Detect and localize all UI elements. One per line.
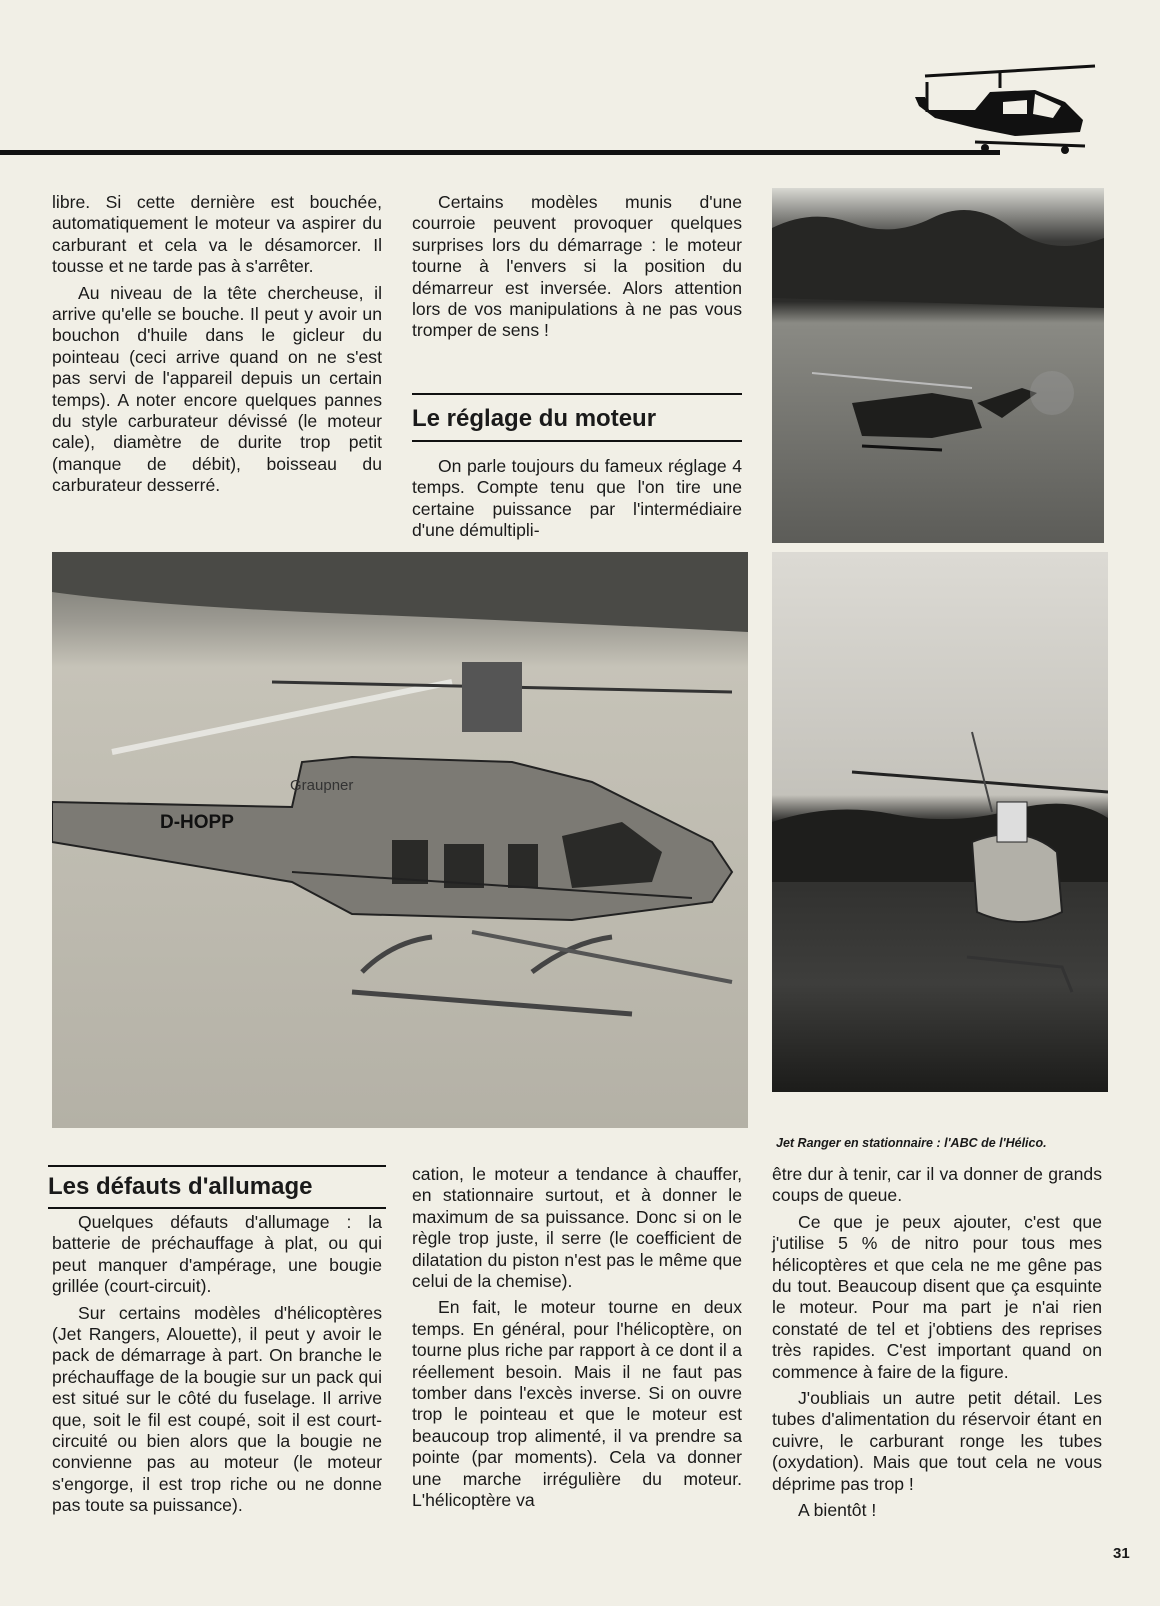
- photo-helicopter-ground: [52, 552, 748, 1128]
- photo-jet-ranger-hover: [772, 552, 1108, 1092]
- fuselage-marking-brand: Graupner: [290, 777, 354, 794]
- paragraph: Sur certains modèles d'hélicoptères (Jet Rangers, Alouette), il peut y avoir le pack de démarrage à part. On branche le préchauffage de la bougie sur un pack qui est situé sur le côté du fuselage. Il arrive que, soit le fil est coupé, soit il est court-circuité ou bien alors que la bougie ne convienne pas au moteur (le moteur s'engorge, il est trop riche ou ne donne pas toute sa puissance).: [52, 1302, 382, 1516]
- helicopter-logo-icon: [915, 62, 1115, 162]
- col2-bottom-text: [412, 1164, 742, 1517]
- heading-rule-bottom: [412, 440, 742, 442]
- header-rule: [0, 150, 1000, 155]
- heading-rule-top: [48, 1165, 386, 1167]
- paragraph: J'oubliais un autre petit détail. Les tubes d'alimentation du réservoir étant en cuivre, le carburant ronge les tubes (oxydation). Mais que tout cela ne vous déprime pas trop !: [772, 1388, 1102, 1494]
- paragraph: Ce que je peux ajouter, c'est que j'utilise 5 % de nitro pour tous mes hélicoptères et que cela ne me gêne pas du tout. Beaucoup disent que ça esquinte le moteur. Pour ma part je n'ai rien constaté de tel et j'obtiens des reprises très rapides. C'est important quand on commence à faire de la figure.: [772, 1211, 1102, 1382]
- col2-top-text: [412, 192, 742, 347]
- heading-rule-top: [412, 393, 742, 395]
- paragraph: Quelques défauts d'allumage : la batterie de préchauffage à plat, ou qui peut manquer d'ampérage, une bougie grillée (court-circuit).: [52, 1212, 382, 1297]
- photo-helicopter-flight: [772, 188, 1104, 543]
- paragraph: En fait, le moteur tourne en deux temps. En général, pour l'hélicoptère, on tourne plus riche par rapport à ce dont il a réellement besoin. Mais il ne faut pas tomber dans l'excès inverse. Si on ouvre trop le pointeau et que le moteur est beaucoup trop alimenté, il va prendre sa pointe (par moments). Cela va donner une marche irrégulière du moteur. L'hélicoptère va: [412, 1297, 742, 1511]
- col2-reglage-text: [412, 456, 742, 547]
- paragraph: Certains modèles munis d'une courroie peuvent provoquer quelques surprises lors du démarrage : le moteur tourne à l'envers si la position du démarreur est inversée. Alors attention lors de vos manipulations à ne pas vous tromper de sens !: [412, 192, 742, 341]
- heading-reglage: Le réglage du moteur: [412, 405, 657, 432]
- fuselage-marking-registration: D-HOPP: [160, 812, 234, 833]
- col1-top-text: [52, 192, 382, 502]
- col1-bottom-text: [52, 1212, 382, 1522]
- photo-caption: Jet Ranger en stationnaire : l'ABC de l'Hélico.: [776, 1136, 1047, 1150]
- paragraph: être dur à tenir, car il va donner de grands coups de queue.: [772, 1164, 1102, 1206]
- paragraph: On parle toujours du fameux réglage 4 temps. Compte tenu que l'on tire une certaine puissance par l'intermédiaire d'une démultipli-: [412, 456, 742, 541]
- paragraph: A bientôt !: [798, 1500, 877, 1521]
- paragraph: Au niveau de la tête chercheuse, il arrive qu'elle se bouche. Il peut y avoir un bouchon d'huile dans le gicleur du pointeau (ceci arrive quand on ne s'est pas servi de l'appareil depuis un certain temps). A noter encore quelques pannes du style carburateur dévissé (le moteur cale), diamètre de durite trop petit (manque de débit), boisseau du carburateur desserré.: [52, 282, 382, 496]
- paragraph: libre. Si cette dernière est bouchée, automatiquement le moteur va aspirer du carburant et cela va le désamorcer. Il tousse et ne tarde pas à s'arrêter.: [52, 192, 382, 277]
- heading-allumage: Les défauts d'allumage: [48, 1173, 313, 1200]
- paragraph: cation, le moteur a tendance à chauffer, en stationnaire surtout, et à donner le maximum de sa puissance. Donc si on le règle trop juste, il serre (le coefficient de dilatation du piston n'est pas le même que celui de la chemise).: [412, 1164, 742, 1292]
- heading-rule-bottom: [48, 1207, 386, 1209]
- col3-bottom-text: [772, 1164, 1102, 1527]
- page-number: 31: [1113, 1545, 1130, 1562]
